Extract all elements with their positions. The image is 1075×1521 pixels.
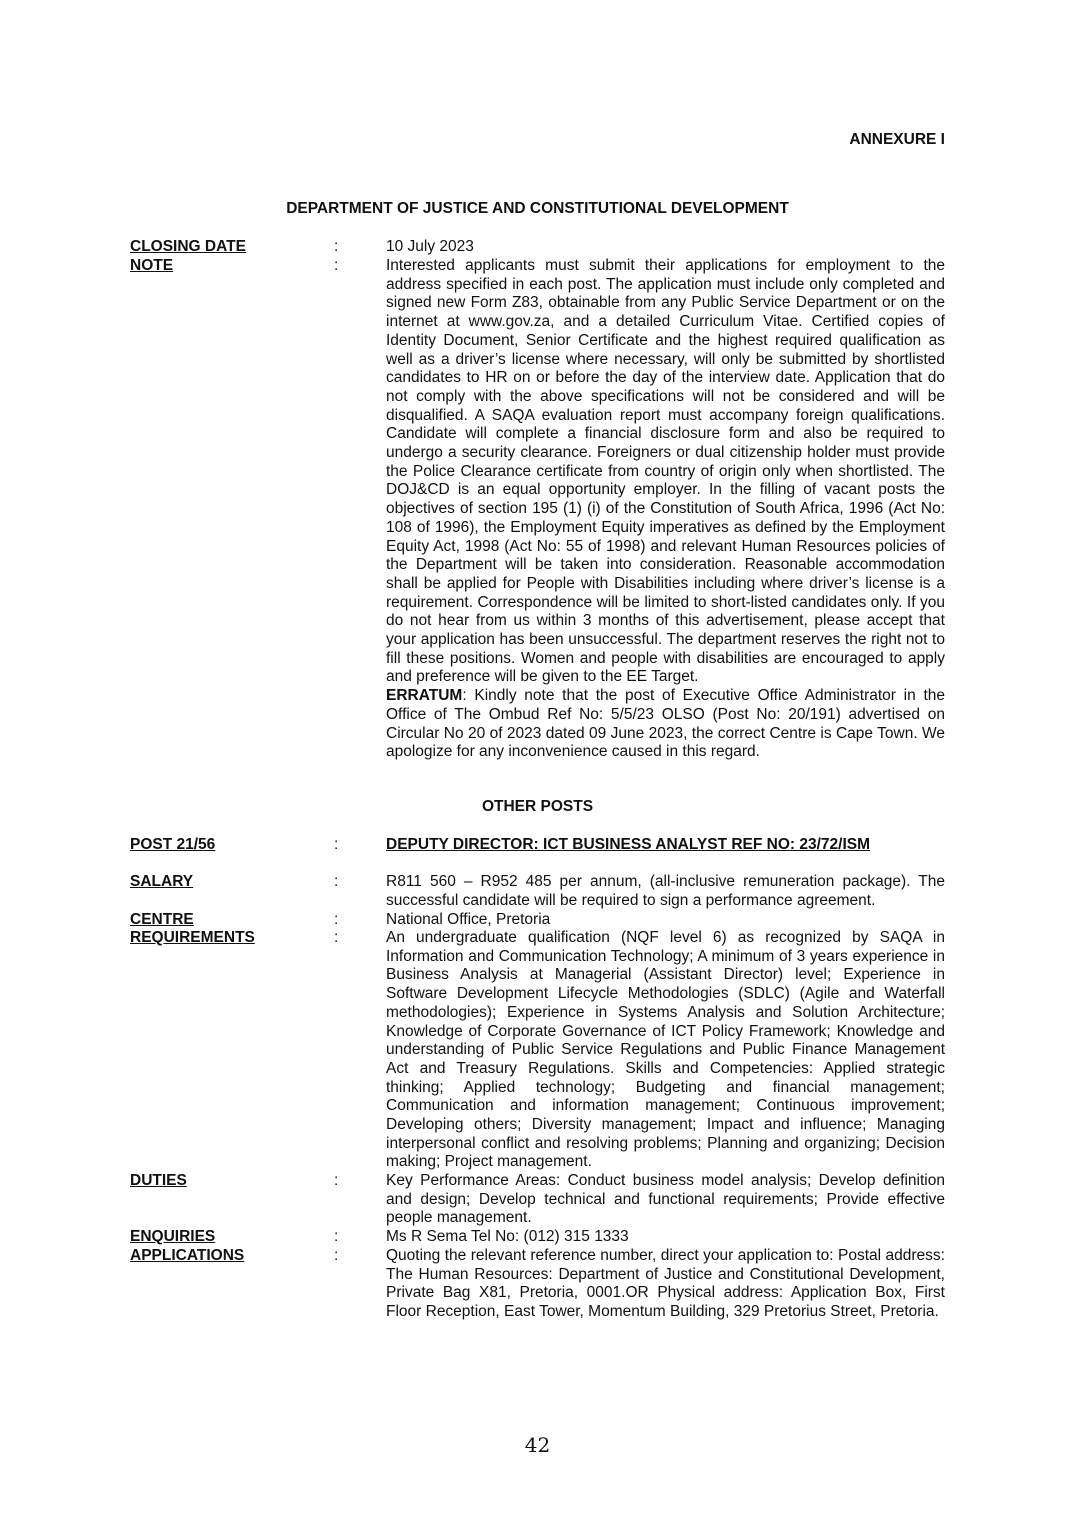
duties-value: Key Performance Areas: Conduct business model analysis; Develop definition and design; Develop technical and functional requirements; Provide effective people management.	[386, 1172, 945, 1227]
page-number: 42	[524, 1433, 551, 1457]
applications-value: Quoting the relevant reference number, direct your application to: Postal address: The Human Resources: Department of Justice and Constitutional Development, Private Bag X81, Pretoria, 0001.OR Physical address: Application Box, First Floor Reception, East Tower, Momentum Building, 329 Pretorius Street, Pretoria.	[386, 1247, 945, 1321]
colon: :	[334, 836, 339, 853]
other-posts-heading: OTHER POSTS	[481, 798, 594, 815]
enquiries-label: ENQUIRIES	[130, 1228, 216, 1245]
colon: :	[334, 257, 339, 274]
salary-value: R811 560 – R952 485 per annum, (all-inclusive remuneration package). The successful candidate will be required to sign a performance agreement.	[386, 873, 945, 909]
applications-label: APPLICATIONS	[130, 1247, 245, 1264]
centre-value: National Office, Pretoria	[386, 911, 551, 928]
colon: :	[334, 911, 339, 928]
colon: :	[334, 873, 339, 890]
post-label: POST 21/56	[130, 836, 216, 853]
salary-label: SALARY	[130, 873, 194, 890]
centre-label: CENTRE	[130, 911, 194, 928]
note-label: NOTE	[130, 257, 174, 274]
post-title: DEPUTY DIRECTOR: ICT BUSINESS ANALYST REF NO: 23/72/ISM	[386, 836, 871, 853]
colon: :	[334, 238, 339, 255]
erratum-text: : Kindly note that the post of Executive Office Administrator in the Office of The Ombud Ref No: 5/5/23 OLSO (Post No: 20/191) advertised on Circular No 20 of 2023 dated 09 June 2023, the correct Centre is Cape Town. We apologize for any inconvenience caused in this regard.	[386, 687, 945, 761]
requirements-value: An undergraduate qualification (NQF level 6) as recognized by SAQA in Information and Communication Technology; A minimum of 3 years experience in Business Analysis at Managerial (Assistant Director) level; Experience in Software Development Lifecycle Methodologies (SDLC) (Agile and Waterfall methodologies); Experience in Systems Analysis and Solution Architecture; Knowledge of Corporate Governance of ICT Policy Framework; Knowledge and understanding of Public Service Regulations and Public Finance Management Act and Treasury Regulations. Skills and Competencies: Applied strategic thinking; Applied technology; Budgeting and financial management; Communication and information management; Continuous improvement; Developing others; Diversity management; Impact and influence; Managing interpersonal conflict and resolving problems; Planning and organizing; Decision making; Project management.	[386, 929, 945, 1171]
annexure-heading: ANNEXURE I	[849, 131, 945, 148]
requirements-label: REQUIREMENTS	[130, 929, 255, 946]
colon: :	[334, 1228, 339, 1245]
closing-date-label: CLOSING DATE	[130, 238, 246, 255]
closing-date-value: 10 July 2023	[386, 238, 474, 255]
note-text: Interested applicants must submit their applications for employment to the address specified in each post. The application must include only completed and signed new Form Z83, obtainable from any Public Service Department or on the internet at www.gov.za, and a detailed Curriculum Vitae. Certified copies of Identity Document, Senior Certificate and the highest required qualification as well as a driver’s license where necessary, will only be submitted by shortlisted candidates to HR on or before the day of the interview date. Application that do not comply with the above specifications will not be considered and will be disqualified. A SAQA evaluation report must accompany foreign qualifications. Candidate will complete a financial disclosure form and also be required to undergo a security clearance. Foreigners or dual citizenship holder must provide the Police Clearance certificate from country of origin only when shortlisted. The DOJ&CD is an equal opportunity employer. In the filling of vacant posts the objectives of section 195 (1) (i) of the Constitution of South Africa, 1996 (Act No: 108 of 1996), the Employment Equity imperatives as defined by the Employment Equity Act, 1998 (Act No: 55 of 1998) and relevant Human Resources policies of the Department will be taken into consideration. Reasonable accommodation shall be applied for People with Disabilities including where driver’s license is a requirement. Correspondence will be limited to short-listed candidates only. If you do not hear from us within 3 months of this advertisement, please accept that your application has been unsuccessful. The department reserves the right not to fill these positions. Women and people with disabilities are encouraged to apply and preference will be given to the EE Target.	[386, 257, 945, 686]
enquiries-value: Ms R Sema Tel No: (012) 315 1333	[386, 1228, 629, 1245]
colon: :	[334, 1247, 339, 1264]
note-body	[386, 257, 945, 762]
erratum-paragraph	[386, 687, 945, 762]
erratum-label: ERRATUM	[386, 687, 463, 705]
colon: :	[334, 929, 339, 946]
duties-label: DUTIES	[130, 1172, 187, 1189]
colon: :	[334, 1172, 339, 1189]
department-title: DEPARTMENT OF JUSTICE AND CONSTITUTIONAL DEVELOPMENT	[286, 200, 789, 217]
